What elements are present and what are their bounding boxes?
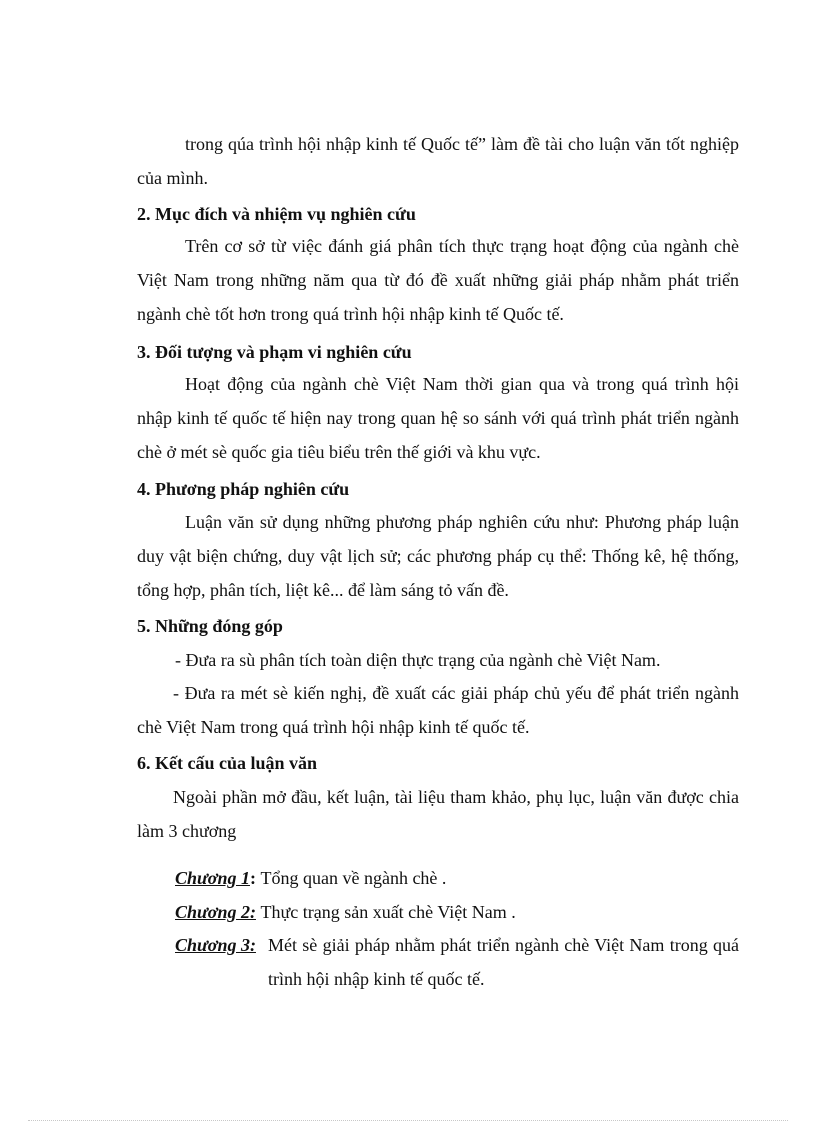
chapter-1 — [175, 866, 446, 890]
chapter-3-title: Mét sè giải pháp nhằm phát triển ngành chè Việt Nam trong quá trình hội nhập kinh tế quốc tế. — [268, 935, 739, 989]
method-paragraph: Luận văn sử dụng những phương pháp nghiên cứu như: Phương pháp luận duy vật biện chứng, duy vật lịch sử; các phương pháp cụ thể: Thống kê, hệ thống, tổng hợp, phân tích, liệt kê... để làm sáng tỏ vấn đề. — [137, 512, 739, 600]
chapter-1-colon: : — [249, 868, 256, 888]
chapter-2-title: Thực trạng sản xuất chè Việt Nam . — [260, 902, 516, 922]
chapter-3-label: Chương 3: — [175, 935, 256, 955]
chapter-3 — [175, 928, 739, 996]
contribution-item: - Đưa ra mét sè kiến nghị, đề xuất các giải pháp chủ yếu để phát triển ngành chè Việt Nam trong quá trình hội nhập kinh tế quốc tế. — [137, 683, 739, 737]
heading-scope: 3. Đối tượng và phạm vi nghiên cứu — [137, 342, 412, 362]
heading-method: 4. Phương pháp nghiên cứu — [137, 479, 350, 499]
chapter-1-label: Chương 1 — [175, 868, 250, 888]
scope-paragraph: Hoạt động của ngành chè Việt Nam thời gian qua và trong quá trình hội nhập kinh tế quốc tế hiện nay trong quan hệ so sánh với quá trình phát triển ngành chè ở mét sè quốc gia tiêu biểu trên thế giới và khu vực. — [137, 374, 739, 462]
contribution-item: - Đưa ra sù phân tích toàn diện thực trạng của ngành chè Việt Nam. — [175, 650, 661, 670]
chapter-2-label: Chương 2: — [175, 902, 256, 922]
page-bottom-divider — [28, 1120, 788, 1121]
chapter-1-title: Tổng quan về ngành chè . — [260, 868, 447, 888]
intro-paragraph: trong qúa trình hội nhập kinh tế Quốc tế” làm đề tài cho luận văn tốt nghiệp của mình. — [137, 134, 739, 188]
purpose-paragraph: Trên cơ sở từ việc đánh giá phân tích thực trạng hoạt động của ngành chè Việt Nam trong những năm qua từ đó đề xuất những giải pháp nhằm phát triển ngành chè tốt hơn trong quá trình hội nhập kinh tế Quốc tế. — [137, 236, 739, 324]
chapter-2 — [175, 900, 516, 924]
heading-structure: 6. Kết cấu của luận văn — [137, 753, 318, 773]
heading-purpose: 2. Mục đích và nhiệm vụ nghiên cứu — [137, 204, 416, 224]
heading-contributions: 5. Những đóng góp — [137, 616, 283, 636]
structure-paragraph: Ngoài phần mở đầu, kết luận, tài liệu tham khảo, phụ lục, luận văn được chia làm 3 chương — [137, 787, 739, 841]
